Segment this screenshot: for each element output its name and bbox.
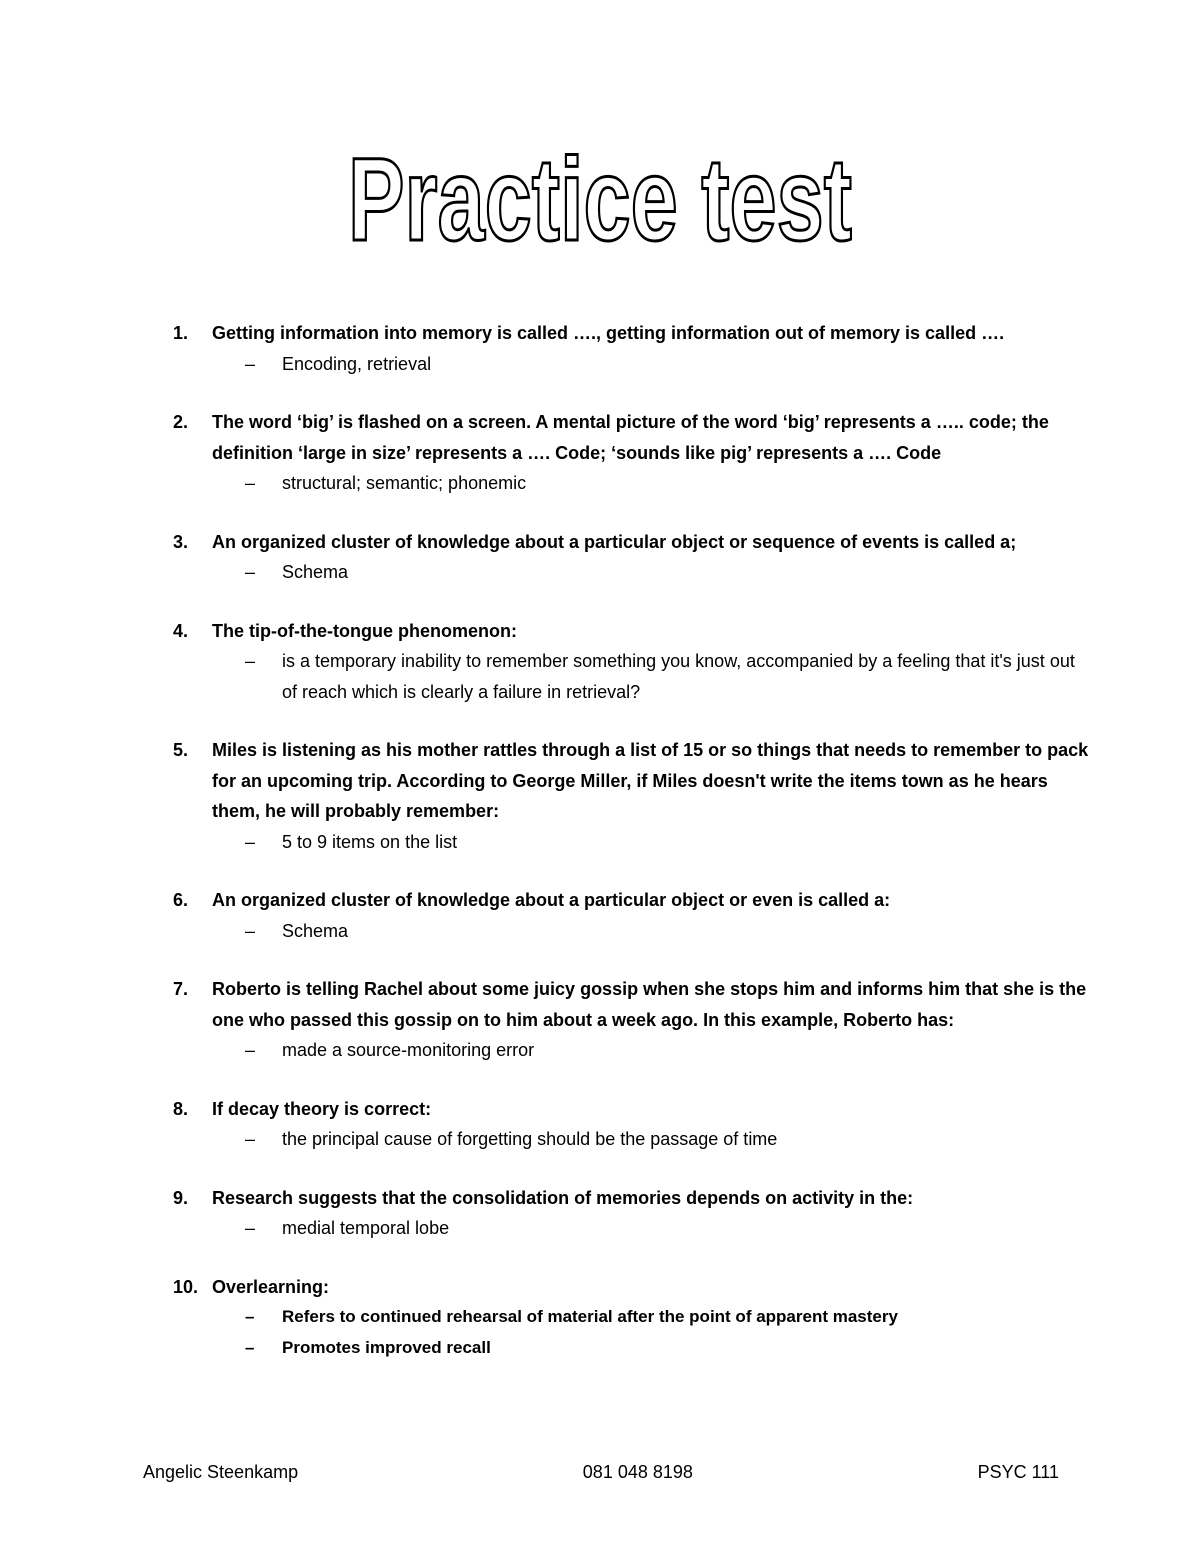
answer-list [173,468,1093,499]
answer-text: Refers to continued rehearsal of material after the point of apparent mastery [282,1307,898,1326]
question-prompt [173,1272,1093,1303]
question-prompt [173,735,1093,827]
question-item [173,1272,1093,1364]
question-text: The word ‘big’ is flashed on a screen. A mental picture of the word ‘big’ represents a ….. code; the definition ‘large in size’ represents a …. Code; ‘sounds like pig’ represents a …. Code [212,412,1049,463]
question-text: Getting information into memory is called …., getting information out of memory is called …. [212,323,1005,343]
answer-list [173,827,1093,858]
dash-bullet: – [245,1040,256,1060]
answer-item [173,1035,1093,1066]
question-prompt [173,974,1093,1035]
dash-bullet: – [245,353,256,374]
answer-item [173,1124,1093,1155]
question-item [173,885,1093,946]
answer-item [173,827,1093,858]
footer-phone-number: 081 048 8198 [582,1462,693,1482]
answer-item [173,916,1093,947]
dash-bullet: – [245,1307,255,1326]
question-item [173,735,1093,857]
question-prompt [173,527,1093,558]
question-prompt [173,1094,1093,1125]
answer-item [173,349,1093,380]
page-title-text: Practice test [348,134,852,266]
question-list [173,318,1093,1391]
answer-list [173,1213,1093,1244]
question-number: 3. [173,531,189,552]
question-prompt [173,616,1093,647]
question-number: 6. [173,890,189,910]
question-number: 5. [173,740,189,760]
question-number: 2. [173,412,189,432]
question-number: 7. [173,979,189,999]
dash-bullet: – [245,473,256,493]
dash-bullet: – [245,651,256,671]
answer-item [173,1213,1093,1244]
dash-bullet: – [245,1129,256,1149]
question-item [173,616,1093,708]
answer-list [173,646,1093,707]
answer-text: is a temporary inability to remember something you know, accompanied by a feeling that it's just out of reach which is clearly a failure in retrieval? [282,651,1075,702]
question-text: An organized cluster of knowledge about a particular object or sequence of events is called a; [212,531,1017,552]
question-number: 10. [173,1276,199,1297]
answer-text: made a source-monitoring error [282,1040,535,1060]
answer-item [173,1302,1093,1333]
dash-bullet: – [245,1218,256,1238]
question-number: 9. [173,1187,189,1208]
answer-text: Promotes improved recall [282,1337,491,1357]
question-prompt [173,1183,1093,1214]
question-text: Overlearning: [212,1276,330,1297]
footer [143,1458,1059,1486]
question-item [173,1094,1093,1155]
answer-item [173,557,1093,588]
answer-list [173,349,1093,380]
answer-item [173,646,1093,707]
question-number: 8. [173,1098,189,1119]
question-text: An organized cluster of knowledge about a particular object or even is called a: [212,890,891,910]
answer-item [173,1333,1093,1364]
answer-text: Schema [282,562,349,582]
question-text: Miles is listening as his mother rattles through a list of 15 or so things that needs to remember to pack for an upcoming trip. According to George Miller, if Miles doesn't write the items town as he hears them, he will probably remember: [212,740,1089,821]
question-text: If decay theory is correct: [212,1098,432,1119]
footer-course-code: PSYC 111 [977,1462,1059,1482]
dash-bullet: – [245,831,256,852]
question-text: Research suggests that the consolidation of memories depends on activity in the: [212,1187,914,1208]
footer-author-name: Angelic Steenkamp [143,1462,299,1482]
answer-text: structural; semantic; phonemic [282,473,527,493]
answer-text: 5 to 9 items on the list [282,831,458,852]
answer-item [173,468,1093,499]
question-prompt [173,318,1093,349]
question-prompt [173,885,1093,916]
answer-list [173,1035,1093,1066]
question-number: 4. [173,620,189,641]
question-item [173,407,1093,499]
question-text: Roberto is telling Rachel about some juicy gossip when she stops him and informs him that she is the one who passed this gossip on to him about a week ago. In this example, Roberto has: [212,979,1087,1030]
question-item [173,527,1093,588]
dash-bullet: – [245,920,256,941]
answer-text: Schema [282,920,349,941]
question-number: 1. [173,323,189,343]
answer-text: medial temporal lobe [282,1218,450,1238]
dash-bullet: – [245,562,256,582]
question-text: The tip-of-the-tongue phenomenon: [212,620,517,641]
question-item [173,318,1093,379]
question-item [173,1183,1093,1244]
answer-list [173,1124,1093,1155]
question-item [173,974,1093,1066]
answer-text: Encoding, retrieval [282,353,432,374]
answer-text: the principal cause of forgetting should be the passage of time [282,1129,778,1149]
answer-list [173,916,1093,947]
answer-list [173,557,1093,588]
answer-list [173,1302,1093,1363]
question-prompt [173,407,1093,468]
dash-bullet: – [245,1337,255,1357]
page-title [340,134,860,266]
